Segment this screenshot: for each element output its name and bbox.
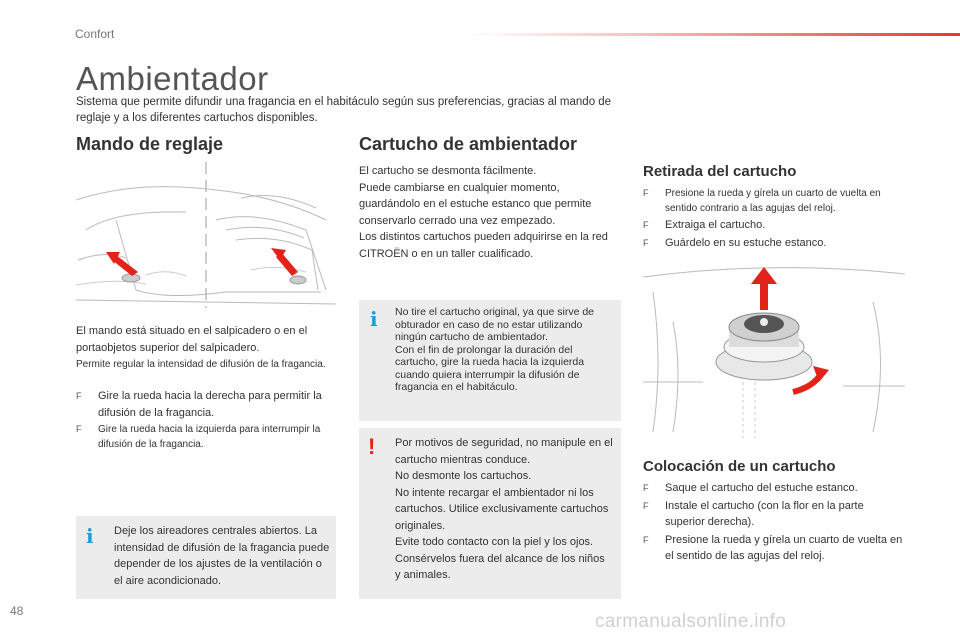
mando-location-text: El mando está situado en el salpicadero o en el portaobjetos superior del salpicadero. bbox=[76, 325, 308, 354]
info-icon: i bbox=[370, 307, 378, 331]
list-item: F Extraiga el cartucho. bbox=[643, 217, 905, 234]
cartucho-info-text: No tire el cartucho original, ya que sirve de obturador en caso de no estar utilizando ningún cartucho de ambientador. Con el fin de prolongar la duración del cartucho, gire la rueda hacia la izquierda cuando quiera interrumpir la difusión de fragancia en el habitáculo. bbox=[395, 306, 595, 393]
intro-text: Sistema que permite difundir una fragancia en el habitáculo según sus preferencias, gracias al mando de reglaje y a los diferentes cartuchos disponibles. bbox=[76, 96, 612, 124]
bullet-icon: F bbox=[643, 237, 649, 248]
header-rule bbox=[470, 33, 960, 36]
colocacion-bullets bbox=[643, 480, 905, 566]
retirada-bullets bbox=[643, 186, 905, 252]
page-title: Ambientador bbox=[76, 60, 269, 97]
heading-colocacion: Colocación de un cartucho bbox=[643, 458, 836, 475]
mando-purpose-text: Permite regular la intensidad de difusión de la fragancia. bbox=[76, 359, 326, 370]
list-item: F Gire la rueda hacia la derecha para permitir la difusión de la fragancia. bbox=[76, 390, 322, 419]
list-item: F Guárdelo en su estuche estanco. bbox=[643, 235, 905, 252]
dashboard-illustration bbox=[76, 160, 338, 310]
bullet-icon: F bbox=[643, 188, 649, 198]
cartucho-info-note bbox=[359, 300, 621, 421]
cartridge-drawing bbox=[643, 262, 905, 440]
cartucho-text: El cartucho se desmonta fácilmente. Puede cambiarse en cualquier momento, guardándolo en el estuche estanco que permite conservarlo cerrado una vez empezado. Los distintos cartuchos pueden adquirirse en la red CITROËN o en un taller cualificado. bbox=[359, 165, 608, 260]
bullet-icon: F bbox=[76, 424, 82, 434]
info-icon: i bbox=[86, 524, 94, 548]
list-item: F Saque el cartucho del estuche estanco. bbox=[643, 480, 905, 497]
page-number: 48 bbox=[10, 604, 24, 618]
section-label: Confort bbox=[75, 27, 115, 41]
bullet-icon: F bbox=[643, 534, 649, 545]
heading-mando: Mando de reglaje bbox=[76, 134, 224, 154]
bullet-icon: F bbox=[643, 220, 649, 230]
list-item: F Presione la rueda y gírela un cuarto de vuelta en el sentido de las agujas del reloj. bbox=[643, 533, 903, 562]
bullet-icon: F bbox=[643, 483, 649, 493]
mando-bullets bbox=[76, 388, 338, 453]
heading-cartucho: Cartucho de ambientador bbox=[359, 134, 578, 154]
mando-note-text: Deje los aireadores centrales abiertos. La intensidad de difusión de la fragancia puede depender de los ajustes de la ventilación o el aire acondicionado. bbox=[114, 525, 330, 587]
mando-info-note bbox=[76, 516, 336, 599]
cartucho-warning-text: Por motivos de seguridad, no manipule en el cartucho mientras conduce. No desmonte los cartuchos. No intente recargar el ambientador ni los cartuchos. Utilice exclusivamente cartuchos originales. Evite todo contacto con la piel y los ojos. Consérvelos fuera del alcance de los niños y animales. bbox=[395, 437, 613, 581]
list-item: F Gire la rueda hacia la izquierda para interrumpir la difusión de la fragancia. bbox=[76, 424, 321, 450]
list-item: F Presione la rueda y gírela un cuarto de vuelta en sentido contrario a las agujas del reloj. bbox=[643, 188, 881, 214]
bullet-icon: F bbox=[643, 500, 649, 511]
warning-icon: ! bbox=[368, 434, 376, 459]
watermark: carmanualsonline.info bbox=[595, 611, 787, 632]
bullet-icon: F bbox=[76, 391, 82, 401]
cartridge-illustration bbox=[643, 262, 905, 440]
cartucho-warning-note bbox=[359, 428, 621, 599]
list-item: F Instale el cartucho (con la flor en la parte superior derecha). bbox=[643, 499, 864, 528]
dashboard-drawing bbox=[76, 160, 338, 310]
heading-retirada: Retirada del cartucho bbox=[643, 163, 797, 180]
